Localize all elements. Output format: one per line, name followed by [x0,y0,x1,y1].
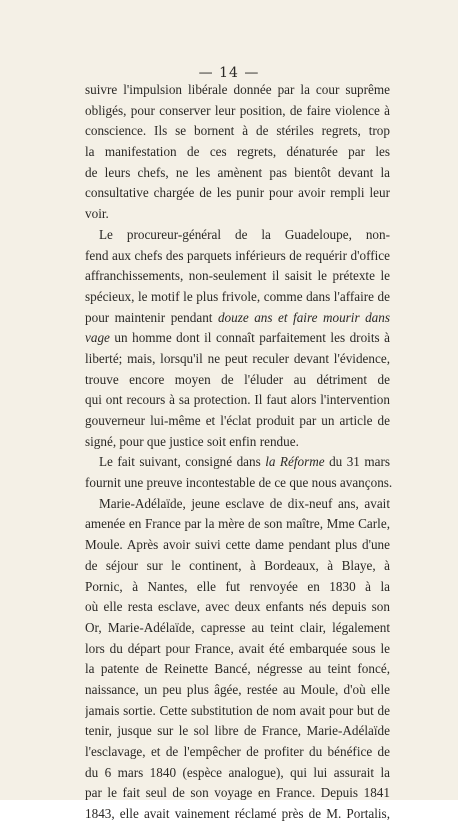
page-number: — 14 — [198,65,260,81]
text-line: trouve encore moyen de l'éluder au détriment de [85,371,390,387]
text-line: affranchissements, non-seulement il saisit le prétexte le [85,268,390,284]
text-line: naissance, un peu plus âgée, restée au Moule, d'où elle [85,681,390,697]
text-line [85,452,390,473]
text-line: signé, pour que justice soit enfin rendue. [85,433,299,449]
text-line: 1843, elle avait vainement réclamé près de M. Portalis, [85,806,390,822]
text-run: du 31 mars [329,454,390,470]
text-line: l'esclavage, et de l'empêcher de profiter du bénéfice de [85,744,390,759]
text-line: la patente de Reinette Bancé, négresse au teint foncé, [85,661,390,677]
text-run: Le fait suivant, consigné dans [99,454,266,470]
text-line: Marie-Adélaïde, jeune esclave de dix-neuf ans, avait [99,495,390,511]
text-line: du 6 mars 1840 (espèce analogue), qui lui assurait la [85,764,390,780]
text-line: jamais sortie. Cette substitution de nom avait pour but de [85,702,390,718]
italic-text-run: vage [85,330,110,346]
text-line: conscience. Ils se bornent à de stériles regrets, trop [85,123,390,139]
text-line: lors du départ pour France, avait été embarquée sous le [85,640,390,656]
text-line: liberté; mais, lorsqu'il ne peut reculer devant l'évidence, [85,350,390,366]
text-line: par le fait seul de son voyage en France. Depuis 1841 [85,785,390,801]
text-line: de séjour sur le continent, à Bordeaux, à Blaye, à [85,557,390,573]
text-line: consultative chargée de les punir pour avoir rempli leur [85,185,390,201]
text-line: amenée en France par la mère de son maître, Mme Carle, [85,516,390,532]
text-line: fournit une preuve incontestable de ce que nous avançons. [85,475,393,491]
text-line: gouverneur lui-même et l'éclat produit par un article de [85,413,390,428]
text-line: obligés, pour conserver leur position, de faire violence à [85,102,390,118]
text-line: spécieux, le motif le plus frivole, comme dans l'affaire de [85,288,390,304]
text-line: Moule. Après avoir suivi cette dame pendant plus d'une [85,537,390,553]
text-line: de leurs chefs, ne les amènent pas bientôt devant la [85,164,390,180]
body-text [85,80,393,825]
text-run: pour maintenir pendant [85,309,218,325]
text-line: Or, Marie-Adélaïde, capresse au teint clair, légalement [85,619,390,635]
text-line: suivre l'impulsion libérale donnée par la cour suprême [85,82,390,97]
text-line: tenir, jusque sur le sol libre de France, Marie-Adélaïde [85,723,390,739]
text-line: où elle resta esclave, avec deux enfants nés depuis son [85,599,390,615]
italic-text-run: la Réforme [265,454,325,470]
italic-text-run: douze ans et faire mourir dans [217,309,390,325]
text-line: voir. [85,206,109,222]
text-line [85,308,390,329]
text-run: un homme dont il connaît parfaitement les droits à [114,330,390,346]
text-line [85,328,390,349]
text-line: Pornic, à Nantes, elle fut renvoyée en 1830 à la [85,578,390,594]
text-line: qui ont recours à sa protection. Il faut alors l'intervention [85,392,390,408]
text-line: la manifestation de ces regrets, dénaturée par les [85,144,390,160]
text-line: Le procureur-général de la Guadeloupe, non- [99,226,390,242]
text-line: fend aux chefs des parquets inférieurs de requérir d'office [85,247,390,263]
